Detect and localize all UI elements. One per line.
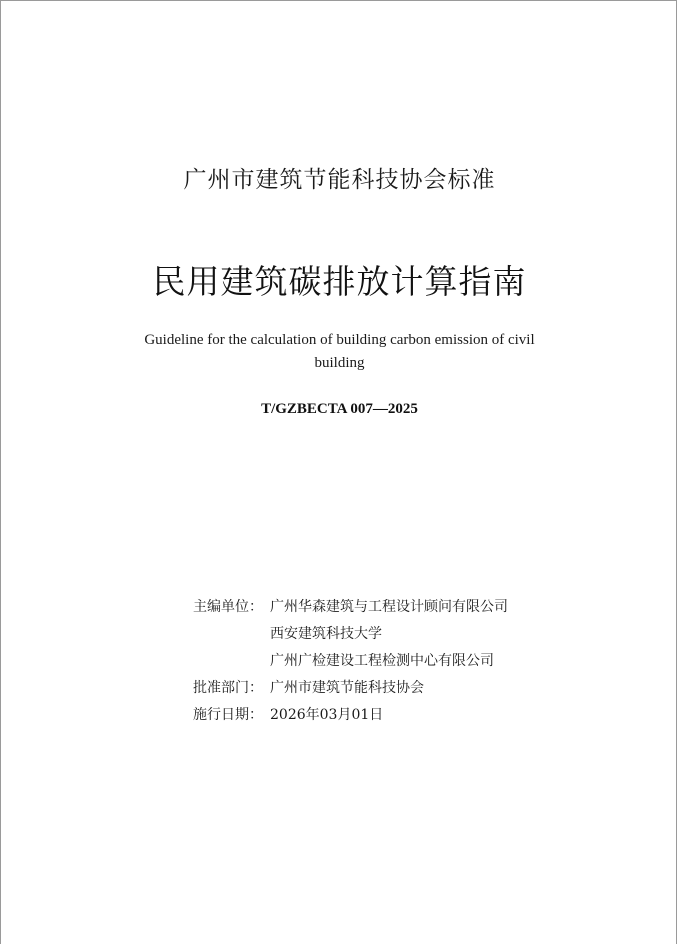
organization-title: 广州市建筑节能科技协会标准 — [183, 167, 496, 193]
info-value: 广州市建筑节能科技协会 — [270, 680, 424, 696]
publication-info — [193, 597, 508, 732]
info-value: 2026年03月01日 — [270, 707, 384, 723]
info-row-co-editor-2 — [193, 651, 508, 678]
info-value: 广州华森建筑与工程设计顾问有限公司 — [270, 599, 508, 615]
info-row-approval-department — [193, 678, 508, 705]
info-label: 主编单位： — [193, 599, 263, 615]
info-row-co-editor-1 — [193, 624, 508, 651]
english-title-line-2: building — [314, 355, 365, 371]
info-value: 广州广检建设工程检测中心有限公司 — [270, 653, 494, 669]
standard-code: T/GZBECTA 007—2025 — [261, 401, 418, 417]
info-row-chief-editor — [193, 597, 508, 624]
english-title — [121, 329, 558, 375]
info-label — [193, 624, 270, 651]
info-value: 西安建筑科技大学 — [270, 626, 382, 642]
info-row-effective-date — [193, 705, 508, 732]
standard-title: 民用建筑碳排放计算指南 — [152, 262, 527, 301]
info-label: 批准部门： — [193, 680, 263, 696]
info-label: 施行日期： — [193, 707, 263, 723]
info-label — [193, 651, 270, 678]
english-title-line-1: Guideline for the calculation of building carbon emission of civil — [144, 332, 535, 348]
